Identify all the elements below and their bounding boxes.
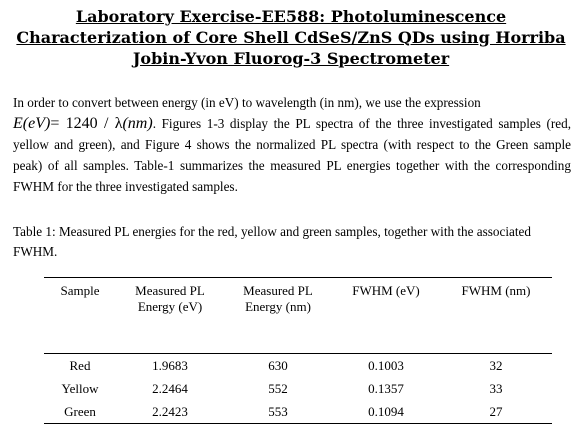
cell-energy-nm: 630 <box>268 358 288 373</box>
pl-energies-table <box>44 277 552 424</box>
header-sample: Sample <box>44 278 116 354</box>
title-line: Characterization of Core Shell CdSeS/ZnS QDs using Horriba <box>16 28 566 47</box>
cell-fwhm-ev: 0.1003 <box>368 358 404 373</box>
header-pl-energy-nm: Measured PL Energy (nm) <box>224 278 332 354</box>
cell-energy-ev: 1.9683 <box>152 358 188 373</box>
conversion-equation: E(eV)= 1240 / λ(nm) <box>13 115 153 132</box>
equation-rhs-unit: nm <box>127 115 148 132</box>
table-row <box>44 400 552 424</box>
cell-sample: Green <box>44 400 116 424</box>
table-row <box>44 354 552 378</box>
cell-fwhm-nm: 27 <box>440 400 552 424</box>
cell-fwhm-ev: 0.1094 <box>332 400 440 424</box>
cell-energy-ev: 2.2464 <box>152 381 188 396</box>
intro-text-before-equation: In order to convert between energy (in eV) to wavelength (in nm), we use the expression <box>13 95 481 110</box>
document-title <box>0 6 582 69</box>
header-fwhm-ev: FWHM (eV) <box>332 278 440 354</box>
header-fwhm-nm: FWHM (nm) <box>440 278 552 354</box>
title-line: Laboratory Exercise-EE588: Photoluminescence <box>75 7 507 26</box>
equation-lhs-unit: eV <box>28 115 45 132</box>
cell-sample: Yellow <box>61 381 99 396</box>
title-line: Jobin-Yvon Fluorog-3 Spectrometer <box>132 49 450 68</box>
cell-energy-ev: 2.2423 <box>116 400 224 424</box>
intro-paragraph <box>13 92 571 197</box>
equation-rhs: = 1240 / λ <box>50 115 123 132</box>
equation-lhs: E <box>13 115 23 132</box>
table-header-row <box>44 278 552 354</box>
cell-energy-nm: 552 <box>268 381 288 396</box>
cell-energy-nm: 553 <box>224 400 332 424</box>
table-row <box>44 377 552 400</box>
table-caption: Table 1: Measured PL energies for the red, yellow and green samples, together with the associated FWHM. <box>13 224 531 259</box>
cell-sample: Red <box>69 358 91 373</box>
cell-fwhm-nm: 32 <box>489 358 503 373</box>
header-pl-energy-ev: Measured PL Energy (eV) <box>116 278 224 354</box>
cell-fwhm-ev: 0.1357 <box>368 381 404 396</box>
cell-fwhm-nm: 33 <box>489 381 503 396</box>
intro-text-after-equation: . Figures 1-3 display the PL spectra of the three investigated samples (red, yellow and green), and Figure 4 shows the normalized PL spectra (with respect to the Green sample peak) of all samples. Table-1 summarizes the measured PL energies together with the corresponding FWHM for the three investigated samples. <box>13 116 571 194</box>
